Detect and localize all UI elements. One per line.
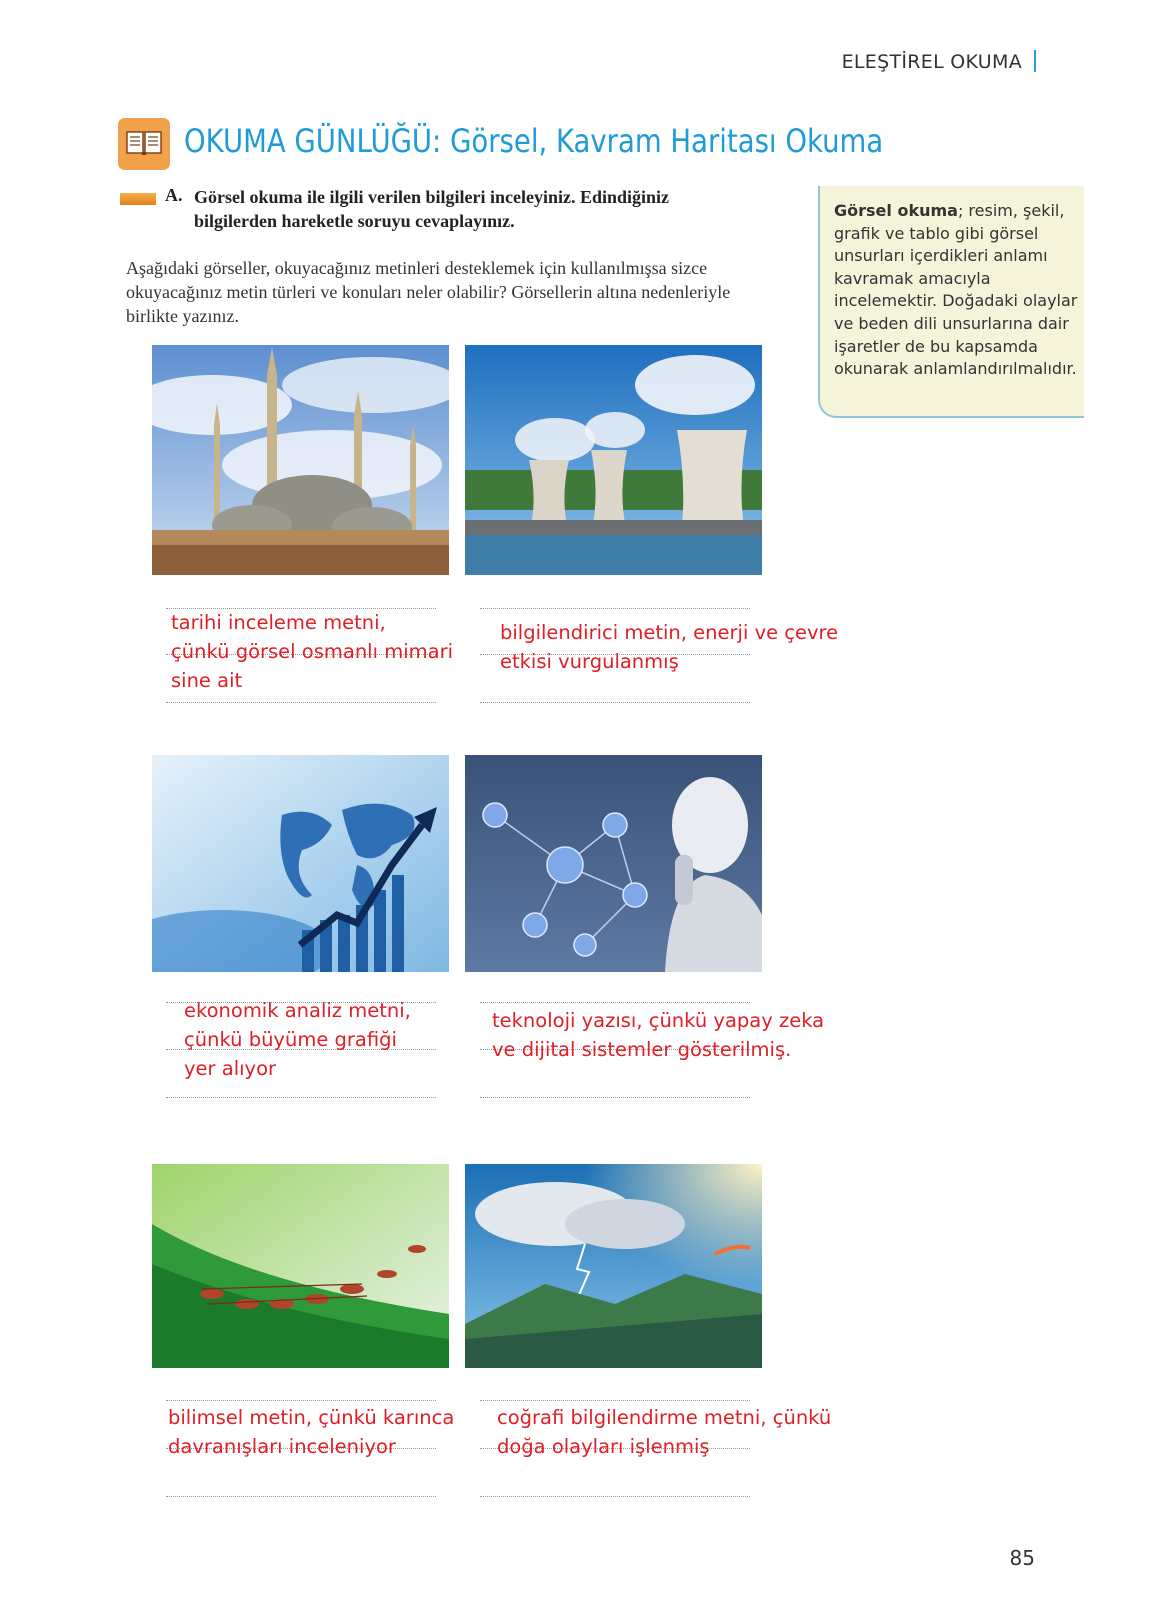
question-text: Görsel okuma ile ilgili verilen bilgileri inceleyiniz. Edindiğiniz bilgilerden hareketle soruyu cevaplayınız. <box>194 187 669 231</box>
page-title: OKUMA GÜNLÜĞÜ: Görsel, Kavram Haritası Okuma <box>184 122 884 160</box>
answer-line <box>480 1002 750 1003</box>
answer-line <box>480 608 750 609</box>
ants-image <box>152 1164 449 1368</box>
answer-line <box>480 1097 750 1098</box>
power-plant-image <box>465 345 762 575</box>
info-box <box>818 186 1084 418</box>
answer-text-landscape: coğrafi bilgilendirme metni, çünkü doğa olayları işlenmiş <box>497 1406 832 1458</box>
answer-text-power-plant: bilgilendirici metin, enerji ve çevre etkisi vurgulanmış <box>500 621 839 673</box>
answer-text-ants: bilimsel metin, çünkü karınca davranışları inceleniyor <box>168 1406 455 1458</box>
instruction-text: Aşağıdaki görseller, okuyacağınız metinleri desteklemek için kullanılmışsa sizce okuyacağınız metin türleri ve konuları neler olabilir? Görsellerin altına nedenleriyle birlikte yazınız. <box>126 258 731 326</box>
section-header <box>842 50 1036 73</box>
header-divider <box>1034 50 1036 72</box>
section-header-label: ELEŞTİREL OKUMA <box>841 51 1022 73</box>
landscape-image <box>465 1164 762 1368</box>
question-marker <box>120 193 156 205</box>
answer-text-robot: teknoloji yazısı, çünkü yapay zeka ve dijital sistemler gösterilmiş. <box>492 1009 825 1061</box>
answer-line <box>480 1400 750 1401</box>
answer-text-mosque: tarihi inceleme metni, çünkü görsel osmanlı mimari sine ait <box>171 611 454 692</box>
info-box-term: Görsel okuma <box>834 201 958 220</box>
open-book-icon <box>118 118 170 170</box>
answer-line <box>166 1097 436 1098</box>
growth-chart-image <box>152 755 449 972</box>
page-number: 85 <box>1009 1546 1035 1570</box>
answer-line <box>166 1496 436 1497</box>
answer-line <box>480 1496 750 1497</box>
answer-line <box>166 702 436 703</box>
answer-line <box>480 702 750 703</box>
info-box-text <box>834 200 1084 381</box>
info-box-definition: ; resim, şekil, grafik ve tablo gibi görsel unsurları içerdikleri anlamı kavramak amacıyla incelemektir. Doğadaki olaylar ve beden dili unsurlarına dair işaretler de bu kapsamda okunarak anlamlandırılmalıdır. <box>834 201 1078 379</box>
mosque-image <box>152 345 449 575</box>
answer-line <box>166 1400 436 1401</box>
question-letter: A. <box>165 185 183 205</box>
answer-text-growth-chart: ekonomik analiz metni, çünkü büyüme grafiği yer alıyor <box>184 999 411 1080</box>
robot-image <box>465 755 762 972</box>
